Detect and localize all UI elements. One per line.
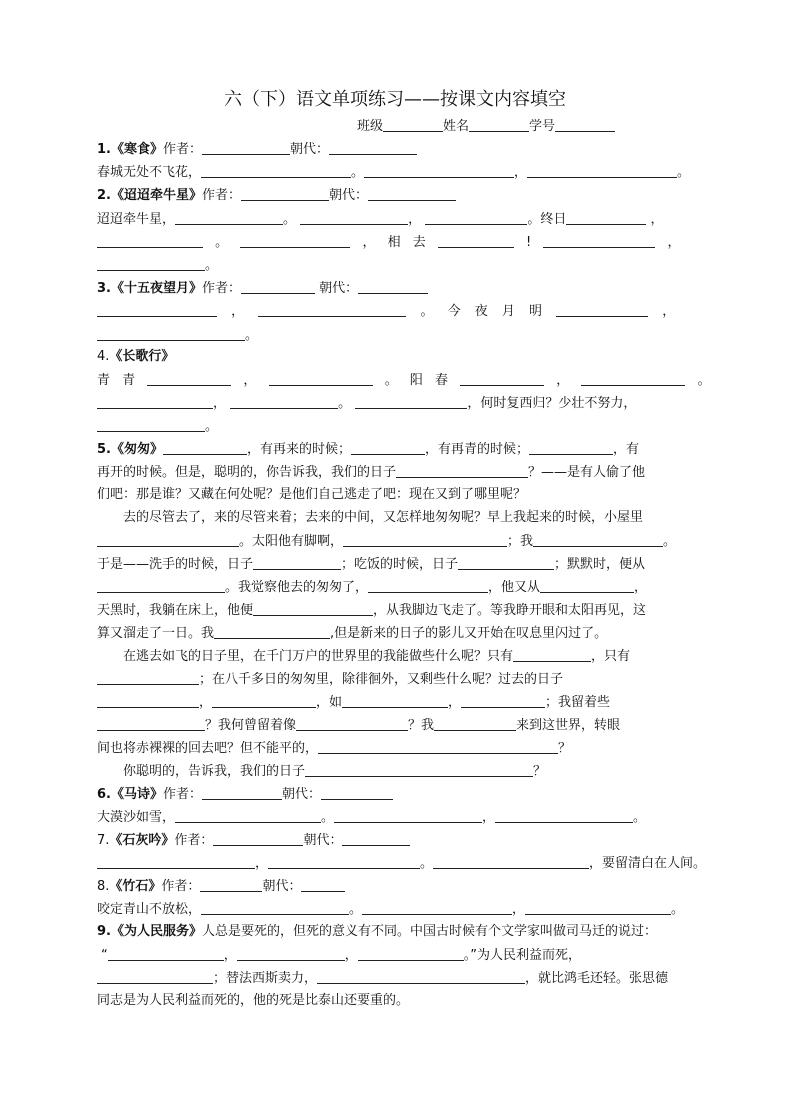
blank[interactable] <box>253 601 373 616</box>
blank[interactable] <box>317 969 525 984</box>
blank[interactable] <box>269 371 373 386</box>
blank[interactable] <box>358 946 464 961</box>
blank[interactable] <box>300 210 408 225</box>
q6-poem: 大漠沙如雪， 。 ， 。 <box>97 810 647 825</box>
q5-line10: 在逃去如飞的日子里，在千门万户的世界里的我能做些什么呢？只有 ，只有 <box>123 649 631 664</box>
blank[interactable] <box>434 716 516 731</box>
q7-author-blank[interactable] <box>213 831 303 846</box>
q5-line5: 。太阳他有脚啊， ；我 。 <box>97 532 676 551</box>
q6-title: 《马诗》 <box>110 787 163 802</box>
blank[interactable] <box>175 210 283 225</box>
blank[interactable] <box>525 900 671 915</box>
q8-dynasty-blank[interactable] <box>301 877 345 892</box>
blank[interactable] <box>296 716 408 731</box>
q8-header: 8.《竹石》作者： 朝代： <box>97 877 345 896</box>
name-blank[interactable] <box>469 117 529 132</box>
blank[interactable] <box>97 326 245 341</box>
blank[interactable] <box>425 210 527 225</box>
q8-author-blank[interactable] <box>200 877 262 892</box>
q5-line11: ；在八千多日的匆匆里，除徘徊外，又剩些什么呢？过去的日子 <box>97 670 563 689</box>
q6-author-blank[interactable] <box>202 785 282 800</box>
blank[interactable] <box>355 394 467 409</box>
q5-line13: ？我何曾留着像 ？我 来到这世界，转眼 <box>97 716 620 735</box>
q5-line9: 算又溜走了一日。我 ,但是新来的日子的影儿又开始在叹息里闪过了。 <box>97 626 608 641</box>
blank[interactable] <box>108 946 224 961</box>
blank[interactable] <box>97 670 199 685</box>
q3-author-blank[interactable] <box>241 279 315 294</box>
blank[interactable] <box>201 900 349 915</box>
q2-dynasty-blank[interactable] <box>368 186 456 201</box>
q3-title: 《十五夜望月》 <box>110 281 202 296</box>
blank[interactable] <box>268 854 420 869</box>
q4-line1: 青 青 ， 。 阳 春 ， 。 <box>97 373 711 388</box>
q6-dynasty-blank[interactable] <box>321 785 393 800</box>
q5-line15: 你聪明的，告诉我，我们的日子 ？ <box>123 764 547 779</box>
q4-line2: ， 。 ，何时复西归？少壮不努力， <box>97 394 636 413</box>
blank[interactable] <box>237 946 345 961</box>
q1-title: 《寒食》 <box>110 142 163 157</box>
class-label: 班级 <box>357 119 384 134</box>
q8-title: 《竹石》 <box>109 879 162 894</box>
blank[interactable] <box>351 440 425 455</box>
blank[interactable] <box>343 532 507 547</box>
q8-poem: 咬定青山不放松， 。 ， 。 <box>97 902 685 917</box>
blank[interactable] <box>533 532 663 547</box>
q5-line12: ， ，如 ， ；我留着些 <box>97 693 610 712</box>
q5-line6: 于是——洗手的时候，日子 ；吃饭的时候，日子 ；默默时，便从 <box>97 557 646 572</box>
blank[interactable] <box>334 808 482 823</box>
q5-line14: 间也将赤裸裸的回去吧？但不能平的， ？ <box>97 741 572 756</box>
blank[interactable] <box>581 371 685 386</box>
blank[interactable] <box>513 647 591 662</box>
q1-author-blank[interactable] <box>202 140 290 155</box>
blank[interactable] <box>97 969 213 984</box>
q4-header: 4.《长歌行》 <box>97 349 175 364</box>
blank[interactable] <box>396 463 528 478</box>
q3-header: 3.《十五夜望月》作者： 朝代： <box>97 279 428 298</box>
blank[interactable] <box>201 163 351 178</box>
blank[interactable] <box>368 578 488 593</box>
blank[interactable] <box>566 210 646 225</box>
blank[interactable] <box>305 762 533 777</box>
blank[interactable] <box>495 808 633 823</box>
blank[interactable] <box>556 302 648 317</box>
blank[interactable] <box>253 555 341 570</box>
blank[interactable] <box>97 716 205 731</box>
blank[interactable] <box>97 256 205 271</box>
blank[interactable] <box>97 693 199 708</box>
blank[interactable] <box>240 233 350 248</box>
q7-dynasty-blank[interactable] <box>342 831 410 846</box>
q2-author-blank[interactable] <box>241 186 329 201</box>
blank[interactable] <box>97 578 225 593</box>
blank[interactable] <box>212 693 316 708</box>
blank[interactable] <box>529 440 613 455</box>
blank[interactable] <box>461 693 545 708</box>
id-label: 学号 <box>529 119 556 134</box>
q5-title: 《匆匆》 <box>110 442 163 457</box>
q2-line1: 迢迢牵牛星， 。 ， 。终日 ， <box>97 212 664 227</box>
q5-line7: 。我觉察他去的匆匆了， ，他又从 ， <box>97 578 647 597</box>
q1-poem: 春城无处不飞花， 。 ， 。 <box>97 165 691 180</box>
q5-line8: 天黑时，我躺在床上，他便 ，从我脚边飞走了。等我睁开眼和太阳再见，这 <box>97 603 647 618</box>
blank[interactable] <box>163 440 247 455</box>
q2-line2: 。 ， 相 去 ! ， <box>97 233 681 252</box>
q9-line2: “ ， ， 。”为人民利益而死， <box>101 948 582 963</box>
q4-title: 《长歌行》 <box>109 349 175 364</box>
blank[interactable] <box>97 854 255 869</box>
blank[interactable] <box>438 233 514 248</box>
blank[interactable] <box>342 693 448 708</box>
q9-title: 《为人民服务》 <box>110 924 202 939</box>
blank[interactable] <box>97 394 213 409</box>
q4-line3: 。 <box>97 417 218 436</box>
blank[interactable] <box>175 808 321 823</box>
q3-line2: 。 <box>97 326 258 345</box>
q3-line1: ， 。 今 夜 月 明 ， <box>97 302 675 321</box>
q1-header: 1.《寒食》作者： 朝代： <box>97 140 417 159</box>
q7-header: 7.《石灰吟》作者： 朝代： <box>97 831 410 850</box>
blank[interactable] <box>97 302 217 317</box>
blank[interactable] <box>97 233 203 248</box>
blank[interactable] <box>433 854 589 869</box>
blank[interactable] <box>458 555 554 570</box>
q1-dynasty-blank[interactable] <box>329 140 417 155</box>
q7-title: 《石灰吟》 <box>109 833 175 848</box>
blank[interactable] <box>318 739 558 754</box>
id-blank[interactable] <box>555 117 615 132</box>
q2-header: 2.《迢迢牵牛星》作者： 朝代： <box>97 186 456 205</box>
page-title: 六（下）语文单项练习——按课文内容填空 <box>224 89 566 110</box>
q5-line3: 们吧：那是谁？又藏在何处呢？是他们自己逃走了吧：现在又到了哪里呢？ <box>97 487 527 502</box>
q5-line1: 5.《匆匆》 ，有再来的时候； ，有再青的时候； ，有 <box>97 442 640 457</box>
class-blank[interactable] <box>383 117 443 132</box>
q2-title: 《迢迢牵牛星》 <box>110 188 202 203</box>
blank[interactable] <box>97 417 205 432</box>
blank[interactable] <box>362 900 512 915</box>
blank[interactable] <box>97 532 239 547</box>
blank[interactable] <box>364 163 514 178</box>
q7-poem: ， 。 ，要留清白在人间。 <box>97 854 706 873</box>
blank[interactable] <box>147 371 231 386</box>
name-label: 姓名 <box>443 119 470 134</box>
q9-line4: 同志是为人民利益而死的，他的死是比泰山还要重的。 <box>97 993 410 1008</box>
q5-line4: 去的尽管去了，来的尽管来着；去来的中间，又怎样地匆匆呢？早上我起来的时候，小屋里 <box>123 510 644 525</box>
blank[interactable] <box>540 578 634 593</box>
blank[interactable] <box>527 163 677 178</box>
blank[interactable] <box>543 233 655 248</box>
student-info <box>357 117 615 136</box>
blank[interactable] <box>214 624 330 639</box>
q5-line2: 再开的时候。但是，聪明的，你告诉我，我们的日子 ？——是有人偷了他 <box>97 465 646 480</box>
q9-line3: ；替法西斯卖力， ，就比鸿毛还轻。张思德 <box>97 969 668 988</box>
q9-line1: 9.《为人民服务》人总是要死的，但死的意义有不同。中国古时候有个文学家叫做司马迁的说过： <box>97 924 658 939</box>
q2-line3: 。 <box>97 256 218 275</box>
blank[interactable] <box>258 302 406 317</box>
q6-header: 6.《马诗》作者： 朝代： <box>97 785 393 804</box>
blank[interactable] <box>460 371 544 386</box>
blank[interactable] <box>230 394 338 409</box>
q3-dynasty-blank[interactable] <box>358 279 428 294</box>
